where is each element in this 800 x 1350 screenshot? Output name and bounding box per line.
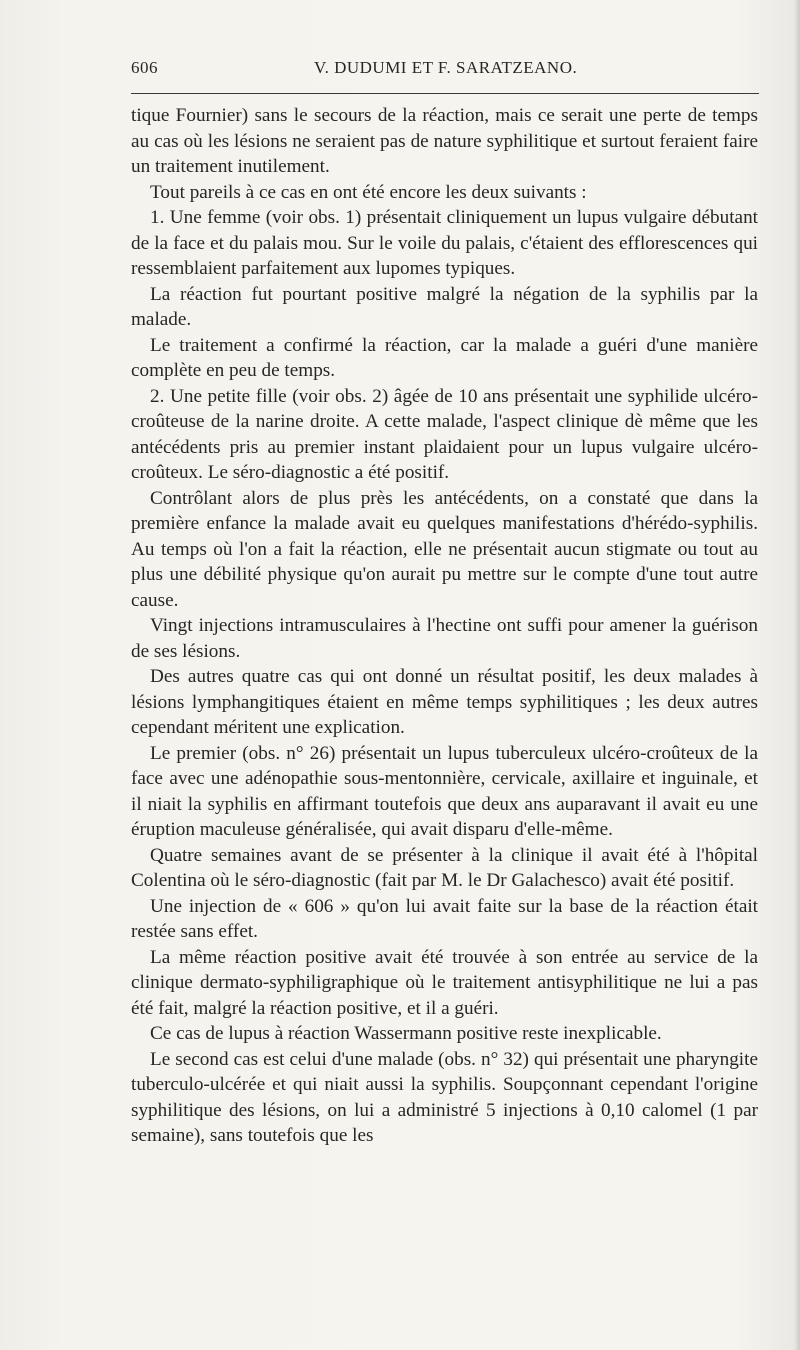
running-title: V. DUDUMI ET F. SARATZEANO. <box>314 58 578 77</box>
paragraph-continuation: tique Fournier) sans le secours de la réaction, mais ce serait une perte de temps au cas où les lésions ne seraient pas de nature syphilitique et surtout feraient faire un traitement inutilement. <box>131 105 758 177</box>
paragraph: La réaction fut pourtant positive malgré la négation de la syphilis par la malade. <box>131 283 758 330</box>
header-rule <box>131 93 759 94</box>
paragraph: Des autres quatre cas qui ont donné un résultat positif, les deux malades à lésions lymphangitiques étaient en même temps syphilitiques ; les deux autres cependant méritent une explication. <box>131 666 758 738</box>
paragraph: Tout pareils à ce cas en ont été encore les deux suivants : <box>150 181 587 203</box>
paragraph: Ce cas de lupus à réaction Wassermann positive reste inexplicable. <box>150 1023 662 1044</box>
paragraph: Le premier (obs. n° 26) présentait un lupus tuberculeux ulcéro-croûteux de la face avec une adénopathie sous-mentonnière, cervicale, axillaire et inguinale, et il niait la syphilis en affirmant toutefois que deux ans auparavant il avait eu une éruption maculeuse généralisée, qui avait disparu d'elle-même. <box>131 742 758 840</box>
page-number: 606 <box>131 58 158 77</box>
paragraph: Contrôlant alors de plus près les antécédents, on a constaté que dans la première enfance la malade avait eu quelques manifestations d'hérédo-syphilis. Au temps où l'on a fait la réaction, elle ne présentait aucun stigmate ou tout au plus une débilité physique qu'on aurait pu mettre sur le compte d'une tout autre cause. <box>131 487 758 611</box>
paragraph: Le second cas est celui d'une malade (obs. n° 32) qui présentait une pharyngite tuberculo-ulcérée et qui niait aussi la syphilis. Soupçonnant cependant l'origine syphilitique des lésions, on lui a administré 5 injections à 0,10 calomel (1 par semaine), sans toutefois que les <box>131 1048 758 1146</box>
paragraph: Une injection de « 606 » qu'on lui avait faite sur la base de la réaction était restée sans effet. <box>131 895 758 942</box>
page-edge-shadow <box>794 0 800 1350</box>
paragraph: 1. Une femme (voir obs. 1) présentait cliniquement un lupus vulgaire débutant de la face et du palais mou. Sur le voile du palais, c'étaient des efflorescences qui ressemblaient parfaitement aux lupomes typiques. <box>131 207 758 279</box>
running-header <box>131 58 756 84</box>
paragraph: La même réaction positive avait été trouvée à son entrée au service de la clinique dermato-syphiligraphique où le traitement antisyphilitique ne lui a pas été fait, malgré la réaction positive, et il a guéri. <box>131 946 758 1019</box>
paragraph: Quatre semaines avant de se présenter à la clinique il avait été à l'hôpital Colentina où le séro-diagnostic (fait par M. le Dr Galachesco) avait été positif. <box>131 844 758 891</box>
paragraph: 2. Une petite fille (voir obs. 2) âgée de 10 ans présentait une syphilide ulcéro-croûteuse de la narine droite. A cette malade, l'aspect clinique dè même que les antécédents pris au premier instant plaidaient pour un lupus vulgaire ulcéro-croûteux. Le séro-diagnostic a été positif. <box>131 385 758 483</box>
body-text <box>131 103 758 1149</box>
paragraph: Vingt injections intramusculaires à l'hectine ont suffi pour amener la guérison de ses lésions. <box>131 615 758 662</box>
paragraph: Le traitement a confirmé la réaction, car la malade a guéri d'une manière complète en peu de temps. <box>131 334 758 381</box>
